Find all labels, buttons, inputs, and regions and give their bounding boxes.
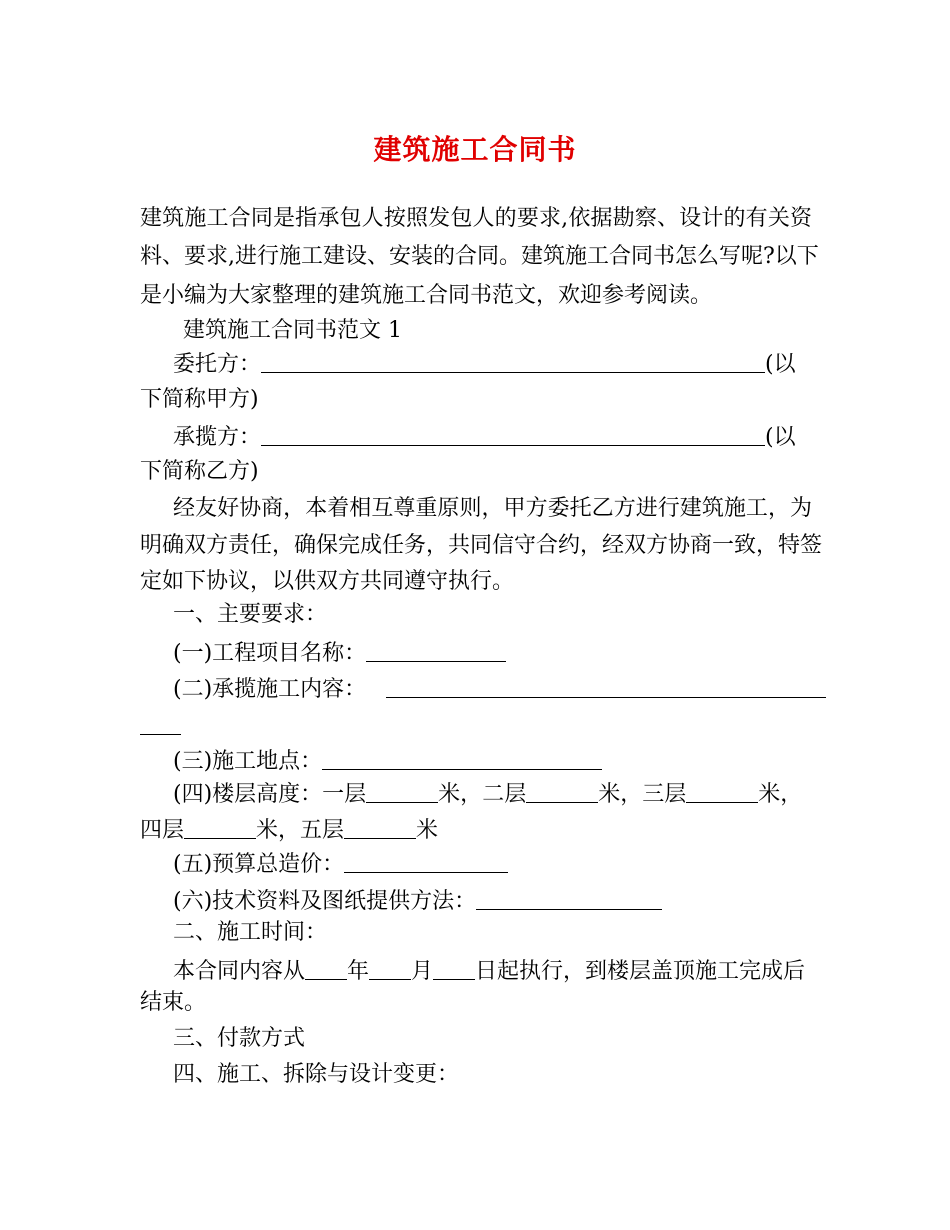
contractor-label: 承揽方： (173, 425, 262, 450)
contractor-line (173, 421, 796, 451)
intro-line-2: 料、要求,进行施工建设、安装的合同。建筑施工合同书怎么写呢?以下 (140, 244, 819, 269)
item-5-label: (五)预算总造价： (173, 852, 345, 877)
client-blank (261, 350, 765, 373)
year-blank (305, 957, 347, 980)
time-day: 日起执行，到楼层盖顶施工完成后 (475, 959, 806, 984)
time-prefix: 本合同内容从 (173, 959, 306, 984)
floor-1-unit: 米， (438, 782, 483, 807)
item-3-blank (322, 747, 602, 770)
item-6-blank (476, 887, 662, 910)
preamble-line-3: 定如下协议，以供双方共同遵守执行。 (140, 569, 515, 594)
day-blank (433, 957, 475, 980)
item-5-line (173, 848, 508, 878)
item-3-line (173, 745, 602, 775)
item-2-label: (二)承揽施工内容： (173, 677, 367, 702)
floor-2-blank (526, 780, 598, 803)
item-1-line (173, 637, 506, 667)
contractor-cont: 下简称乙方) (140, 459, 259, 484)
client-label: 委托方： (173, 352, 262, 377)
floor-3-label: 三层 (642, 782, 687, 807)
section-1-heading: 一、主要要求： (173, 602, 328, 627)
preamble-line-2: 明确双方责任，确保完成任务，共同信守合约，经双方协商一致，特签 (140, 533, 823, 558)
item-2-blank (386, 675, 826, 698)
intro-line-3: 是小编为大家整理的建筑施工合同书范文，欢迎参考阅读。 (140, 283, 713, 308)
contractor-blank (261, 423, 765, 446)
intro-line-1: 建筑施工合同是指承包人按照发包人的要求,依据勘察、设计的有关资 (140, 206, 812, 231)
item-4-line (173, 778, 802, 808)
floor-3-unit: 米， (758, 782, 803, 807)
section-2-heading: 二、施工时间： (173, 920, 328, 945)
floor-2-label: 二层 (482, 782, 527, 807)
floor-1-blank (366, 780, 438, 803)
client-line (173, 348, 796, 378)
client-cont: 下简称甲方) (140, 387, 259, 412)
item-2-line (173, 673, 826, 703)
item-2-blank-cont (140, 712, 181, 735)
item-1-blank (366, 639, 506, 662)
client-tail: (以 (765, 352, 796, 377)
section-4-heading: 四、施工、拆除与设计变更： (173, 1062, 460, 1087)
item-6-label: (六)技术资料及图纸提供方法： (173, 889, 477, 914)
item-4-cont (140, 814, 438, 844)
floor-2-unit: 米， (598, 782, 643, 807)
item-1-label: (一)工程项目名称： (173, 641, 367, 666)
time-month: 月 (411, 959, 434, 984)
contractor-tail: (以 (765, 425, 796, 450)
floor-5-blank (344, 816, 416, 839)
time-year: 年 (347, 959, 370, 984)
document-title: 建筑施工合同书 (373, 133, 577, 166)
floor-4-label: 四层 (140, 818, 185, 843)
sample-heading: 建筑施工合同书范文 1 (183, 318, 402, 343)
floor-4-blank (184, 816, 256, 839)
floor-5-unit: 米 (416, 818, 439, 843)
item-6-line (173, 885, 662, 915)
time-line (173, 955, 805, 985)
item-3-label: (三)施工地点： (173, 749, 323, 774)
item-4-prefix: (四)楼层高度：一层 (173, 782, 367, 807)
floor-4-unit: 米， (256, 818, 301, 843)
floor-3-blank (686, 780, 758, 803)
item-2-cont (140, 710, 181, 740)
item-5-blank (344, 850, 508, 873)
section-3-heading: 三、付款方式 (173, 1026, 306, 1051)
time-cont: 结束。 (140, 990, 207, 1015)
floor-5-label: 五层 (300, 818, 345, 843)
month-blank (369, 957, 411, 980)
preamble-line-1: 经友好协商，本着相互尊重原则，甲方委托乙方进行建筑施工，为 (173, 496, 812, 521)
